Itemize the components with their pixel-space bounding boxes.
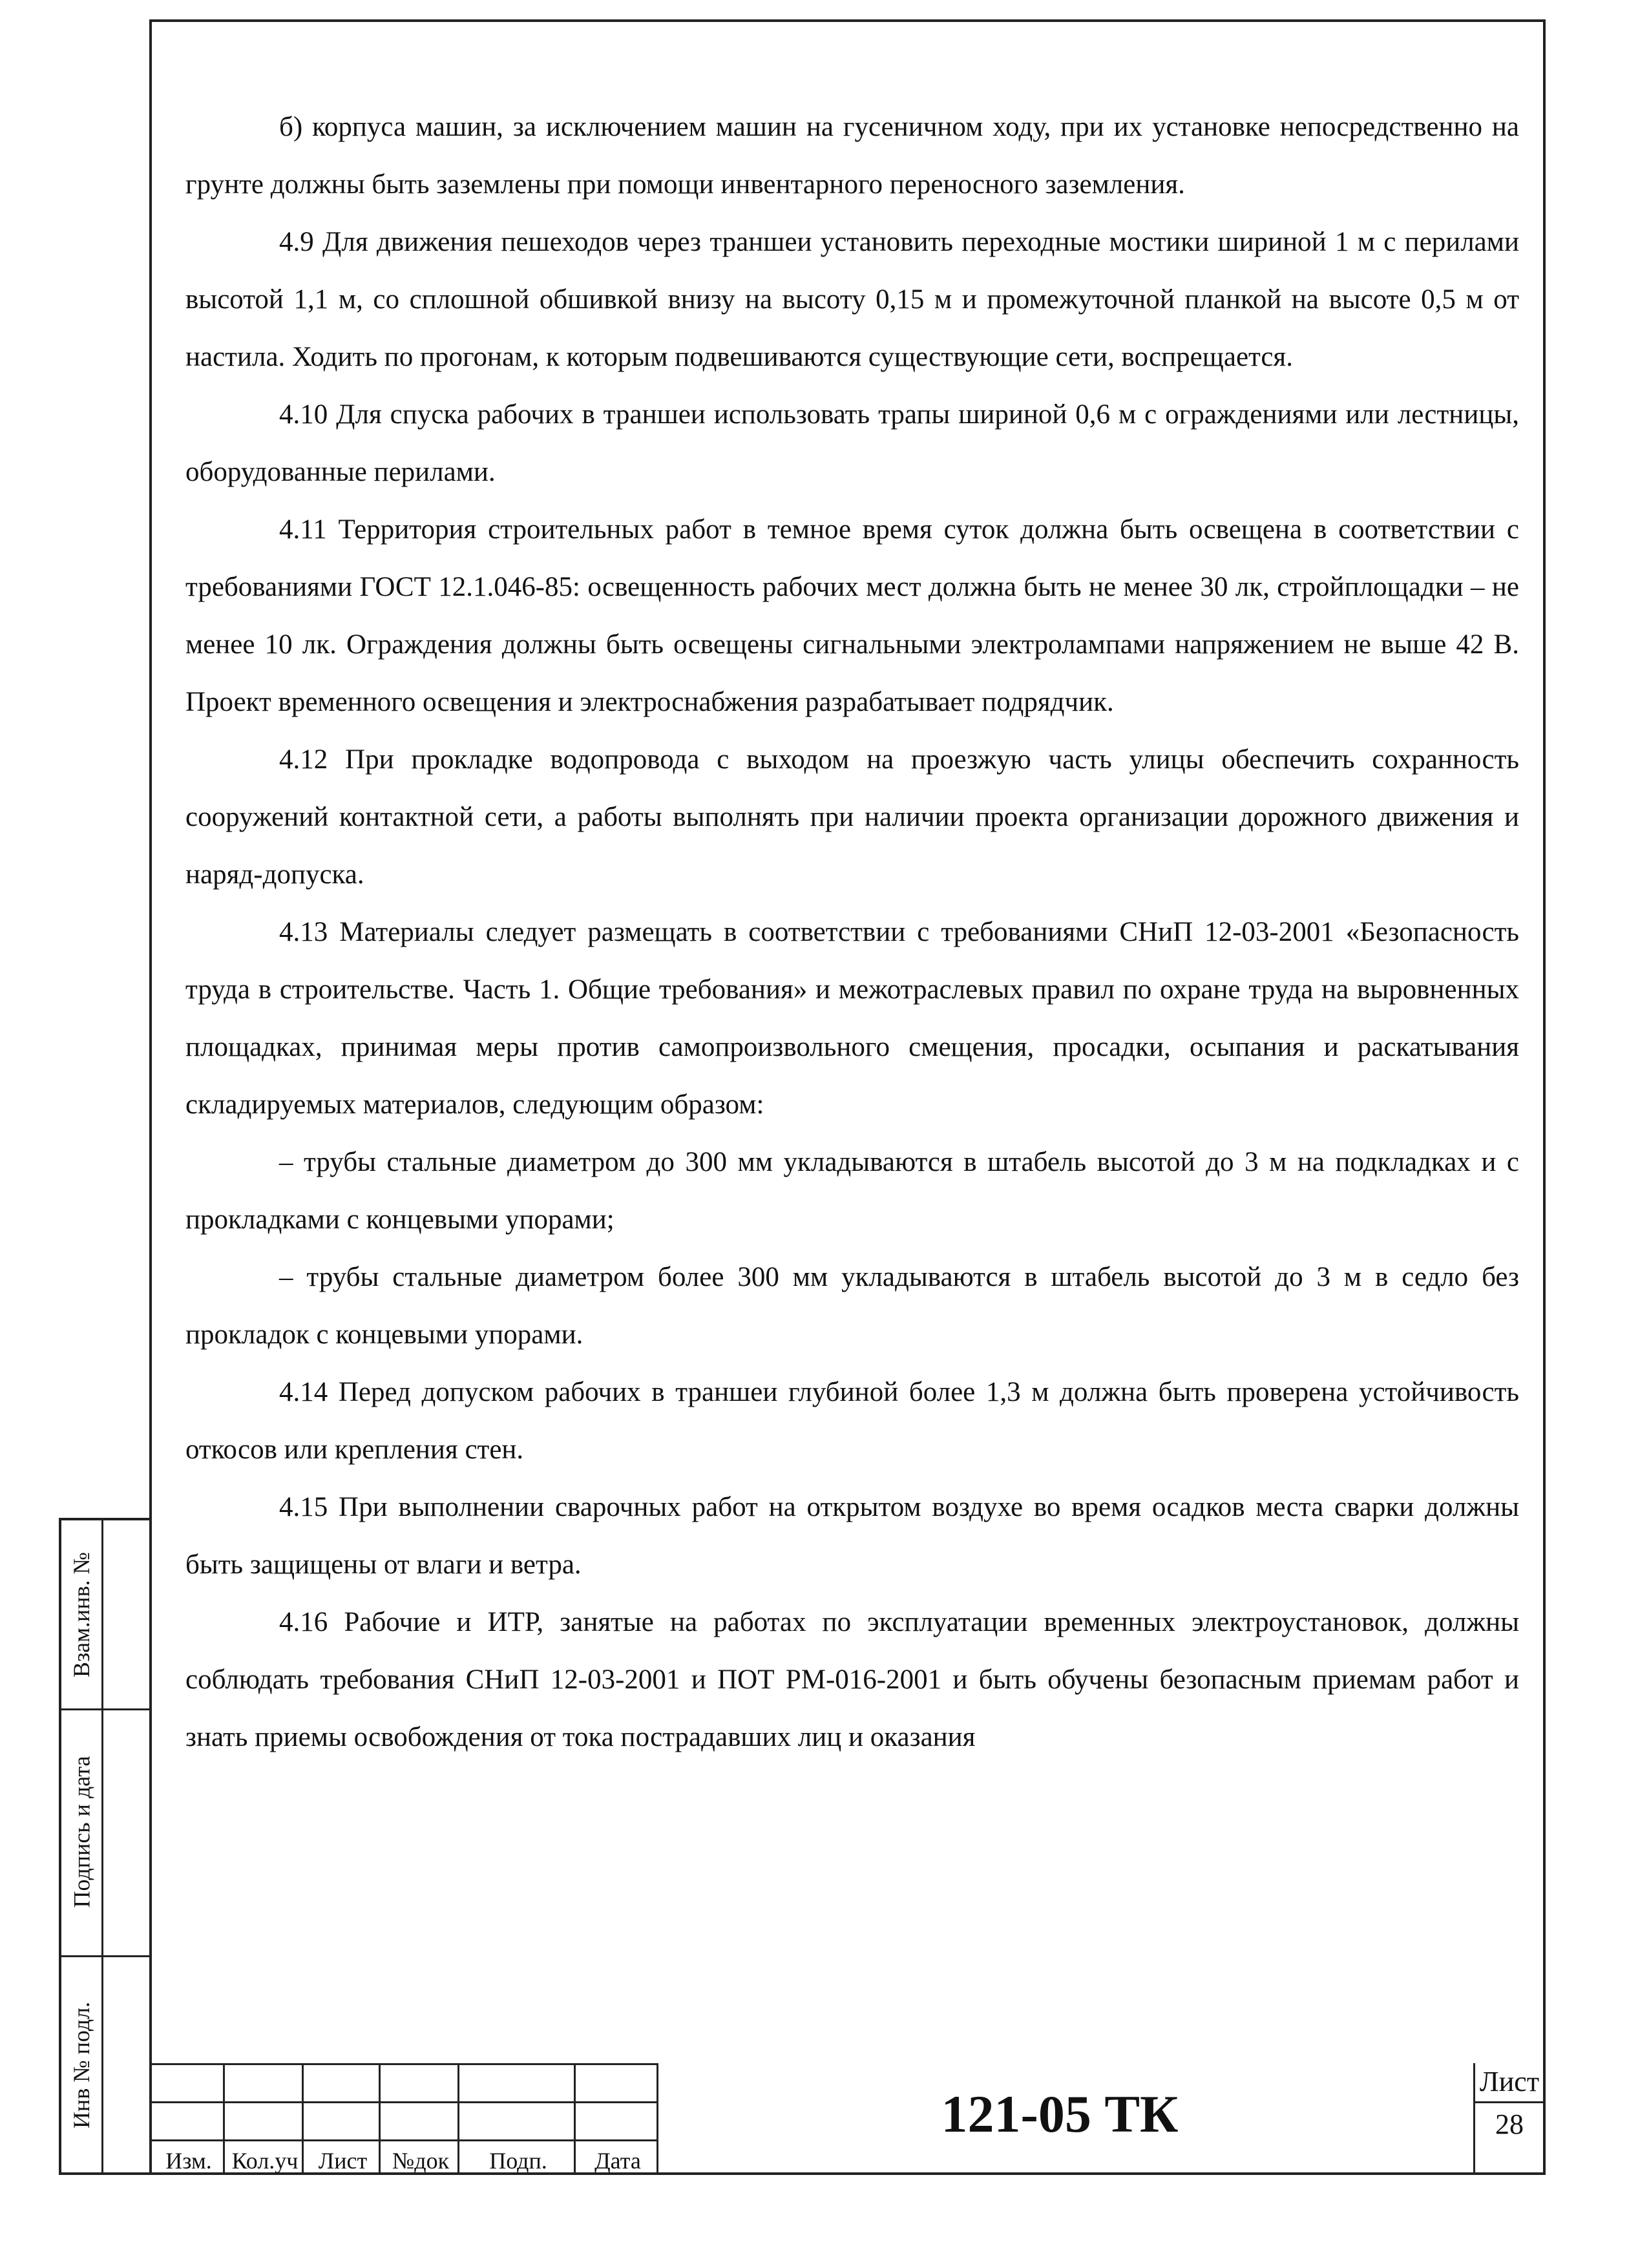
stamp-col-data: Дата bbox=[594, 2148, 641, 2174]
paragraph: – трубы стальные диаметром до 300 мм укладываются в штабель высотой до 3 м на подкладках и с прокладками с концевыми упорами; bbox=[185, 1147, 1519, 1235]
stamp-col-list: Лист bbox=[318, 2148, 368, 2174]
paragraph: 4.14 Перед допуском рабочих в траншеи глубиной более 1,3 м должна быть проверена устойчивость откосов или крепления стен. bbox=[185, 1377, 1519, 1465]
document-code: 121-05 ТК bbox=[941, 2084, 1179, 2143]
paragraph: 4.9 Для движения пешеходов через траншеи установить переходные мостики шириной 1 м с перилами высотой 1,1 м, со сплошной обшивкой внизу на высоту 0,15 м и промежуточной планкой на высоте 0,5 м от настила. Ходить по прогонам, к которым подвешиваются существующие сети, воспрещается. bbox=[185, 227, 1519, 372]
stamp-col-kol-uch: Кол.уч bbox=[231, 2148, 299, 2174]
side-label-inv-podl: Инв № подл. bbox=[68, 2001, 94, 2129]
side-label-signature-date: Подпись и дата bbox=[68, 1756, 95, 1908]
paragraph: 4.10 Для спуска рабочих в траншеи использовать трапы шириной 0,6 м с ограждениями или лестницы, оборудованные перилами. bbox=[185, 399, 1519, 487]
side-label-vzam-inv: Взам.инв. № bbox=[68, 1551, 94, 1677]
stamp-col-ndok: №док bbox=[392, 2148, 450, 2174]
side-approval-box bbox=[59, 1518, 152, 2175]
paragraph: 4.13 Материалы следует размещать в соответствии с требованиями СНиП 12-03-2001 «Безопасность труда в строительстве. Часть 1. Общие требования» и межотраслевых правил по охране труда на выровненных площадках, принимая меры против самопроизвольного смещения, просадки, осыпания и раскатывания складируемых материалов, следующим образом: bbox=[185, 917, 1519, 1120]
sheet-number: 28 bbox=[1495, 2108, 1524, 2140]
paragraph: 4.16 Рабочие и ИТР, занятые на работах по эксплуатации временных электроустановок, должны соблюдать требования СНиП 12-03-2001 и ПОТ РМ-016-2001 и быть обучены безопасным приемам работ и знать приемы освобождения от тока пострадавших лиц и оказания bbox=[185, 1607, 1519, 1752]
document-body bbox=[185, 98, 1519, 1766]
paragraph: 4.12 При прокладке водопровода с выходом на проезжую часть улицы обеспечить сохранность сооружений контактной сети, а работы выполнять при наличии проекта организации дорожного движения и наряд-допуска. bbox=[185, 744, 1519, 890]
paragraph: 4.15 При выполнении сварочных работ на открытом воздухе во время осадков места сварки должны быть защищены от влаги и ветра. bbox=[185, 1492, 1519, 1580]
stamp-col-podp: Подп. bbox=[489, 2148, 547, 2174]
sheet-label: Лист bbox=[1479, 2066, 1540, 2097]
stamp-col-izm: Изм. bbox=[165, 2148, 212, 2174]
paragraph: 4.11 Территория строительных работ в темное время суток должна быть освещена в соответствии с требованиями ГОСТ 12.1.046-85: освещенность рабочих мест должна быть не менее 30 лк, стройплощадки – не менее 10 лк. Ограждения должны быть освещены сигнальными электролампами напряжением не выше 42 В. Проект временного освещения и электроснабжения разрабатывает подрядчик. bbox=[185, 514, 1519, 717]
paragraph: б) корпуса машин, за исключением машин на гусеничном ходу, при их установке непосредственно на грунте должны быть заземлены при помощи инвентарного переносного заземления. bbox=[185, 112, 1519, 200]
paragraph: – трубы стальные диаметром более 300 мм укладываются в штабель высотой до 3 м в седло без прокладок с концевыми упорами. bbox=[185, 1262, 1519, 1350]
